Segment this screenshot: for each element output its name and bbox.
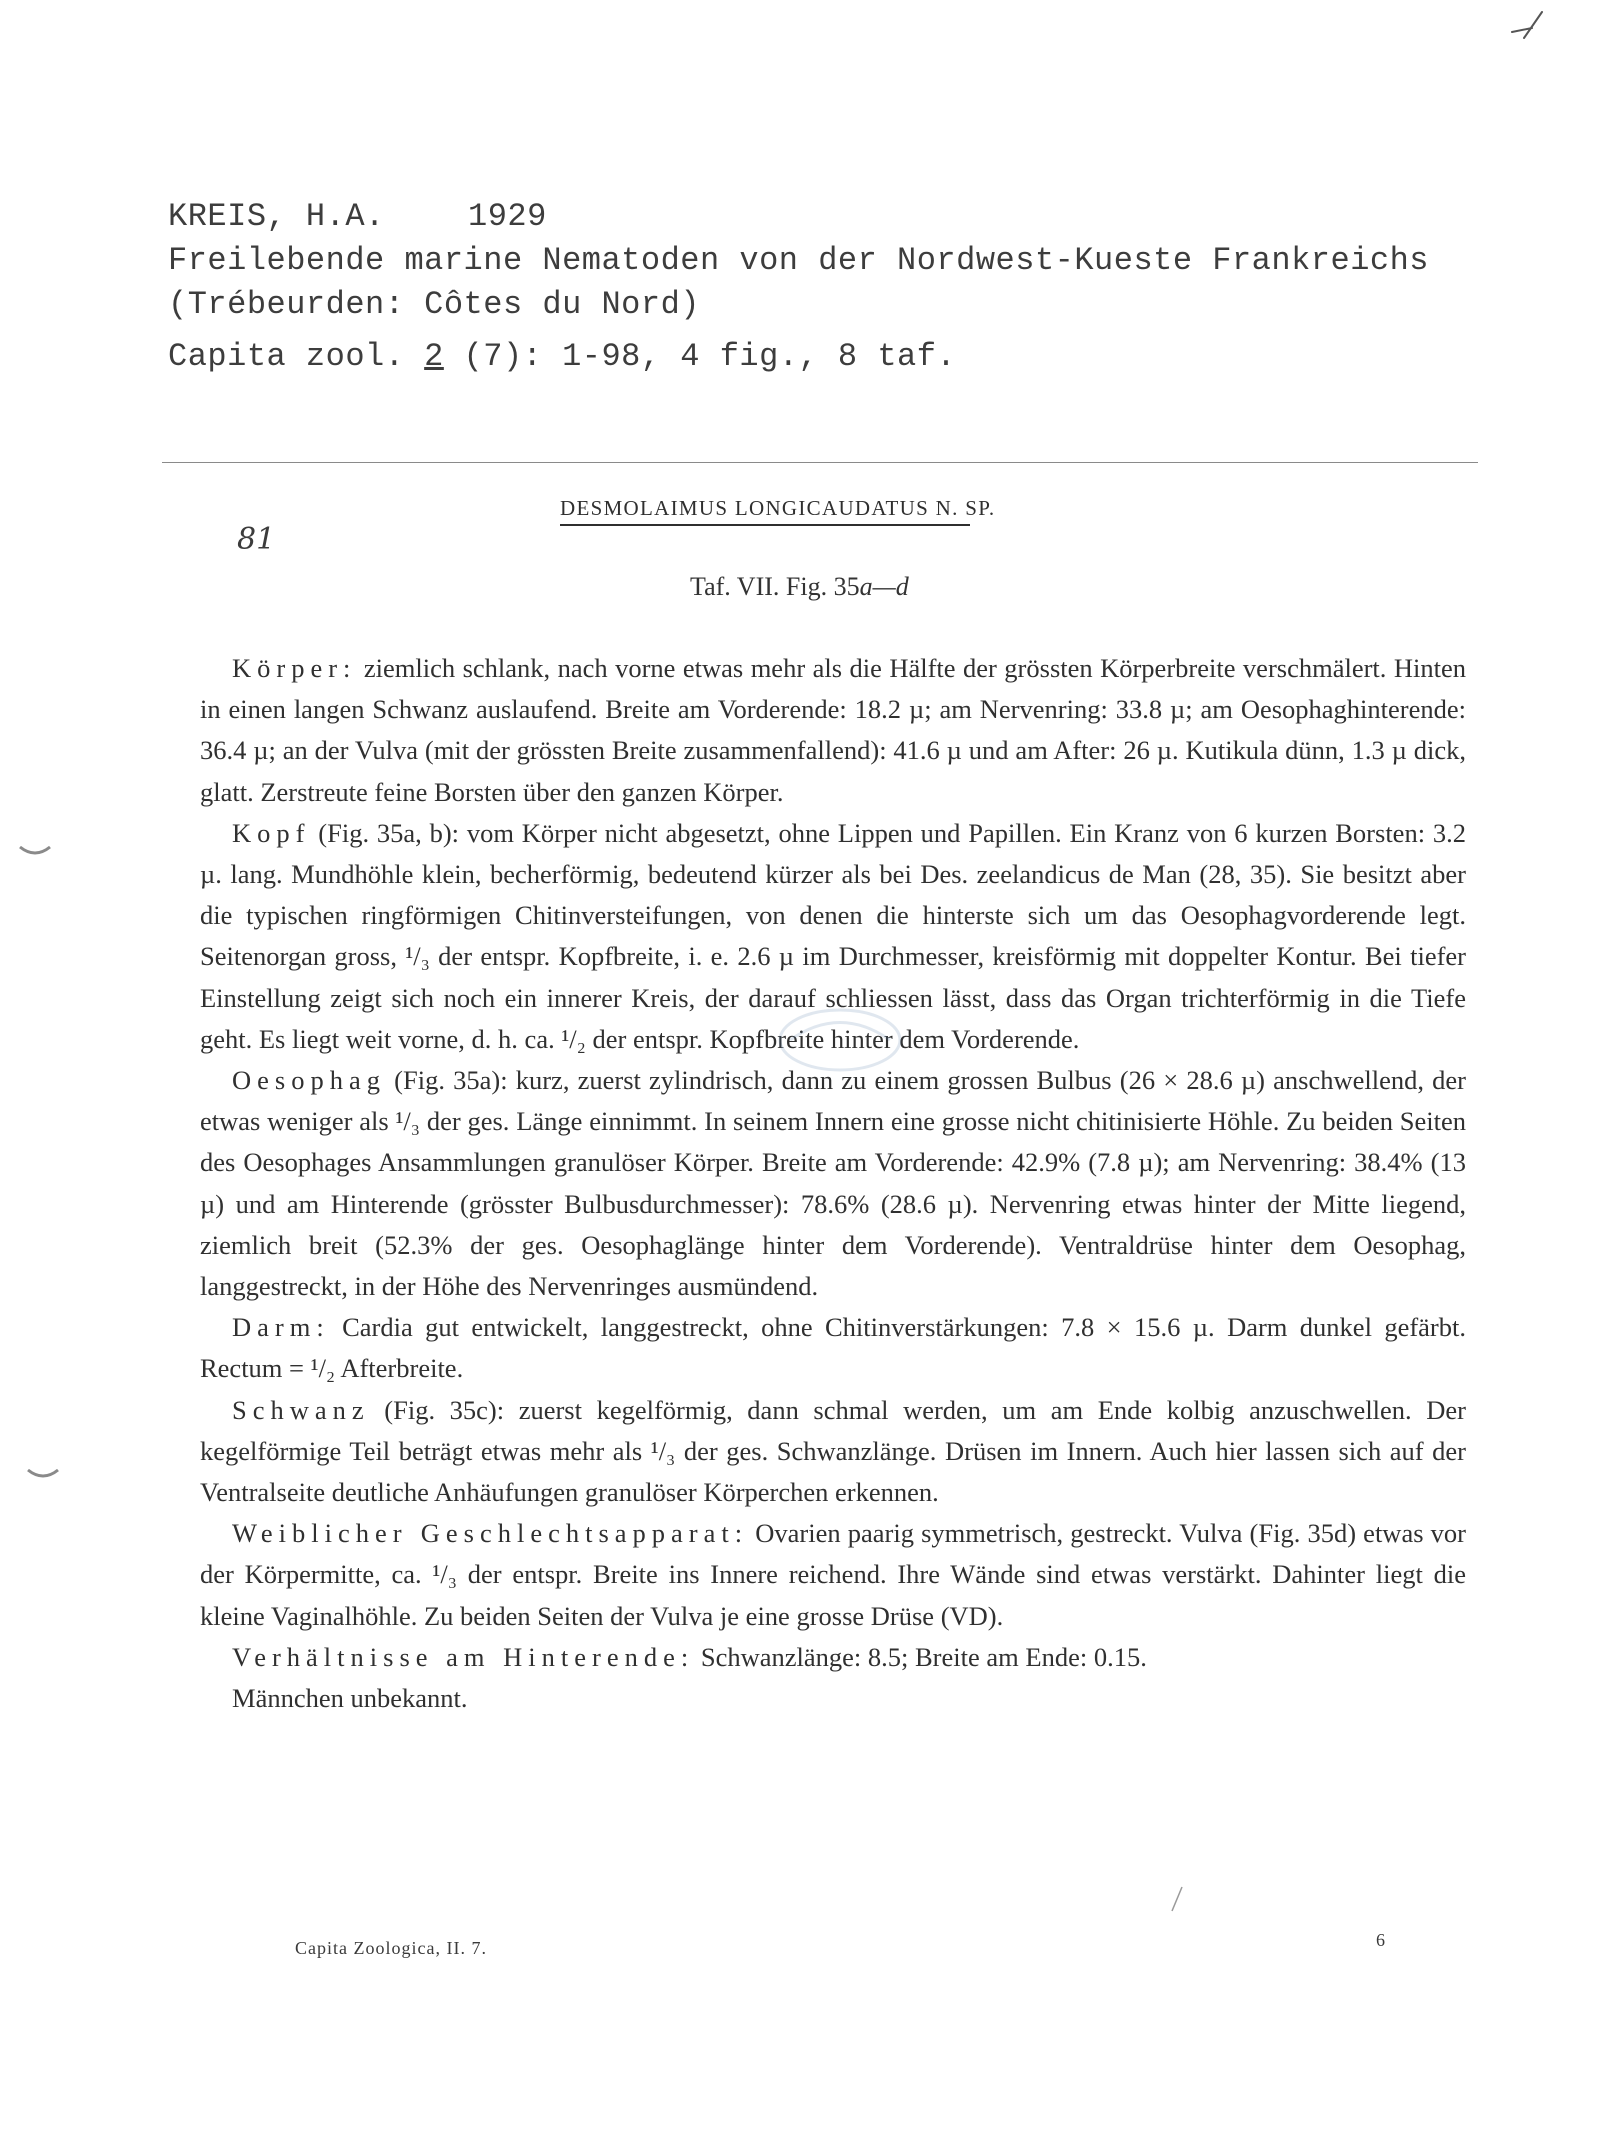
paper-title-line-2: (Trébeurden: Côtes du Nord)	[168, 286, 700, 323]
paragraph-geschlecht	[200, 1513, 1466, 1637]
author: KREIS, H.A.	[168, 198, 385, 235]
citation-line	[168, 335, 1508, 379]
species-description	[200, 648, 1466, 1719]
section-text-geschlecht: Ovarien paarig symmetrisch, gestreckt. Vulva (Fig. 35d) etwas vor der Körpermitte, ca. ¹/₃ der entspr. Breite ins Innere reichend. Ihre Wände sind etwas verstärkt. Dahinter liegt die kleine Vaginalhöhle. Zu beiden Seiten der Vulva je eine grosse Drüse (VD).	[200, 1518, 1466, 1631]
species-title-underline	[560, 524, 970, 526]
header-divider	[162, 462, 1478, 463]
section-label-geschlecht: Weiblicher Geschlechtsapparat:	[232, 1518, 749, 1549]
author-year-row	[168, 195, 1508, 239]
plate-reference	[690, 572, 909, 602]
svg-text:1: 1	[1544, 52, 1545, 53]
year: 1929	[468, 198, 547, 235]
handwritten-page-number	[1510, 8, 1558, 56]
pencil-mark	[1170, 1885, 1184, 1913]
plate-reference-figs: a—d	[859, 572, 909, 601]
section-text-verhaeltnisse: Schwanzlänge: 8.5; Breite am Ende: 0.15.	[694, 1641, 1147, 1672]
citation-header	[168, 195, 1508, 379]
section-text-oesophag: (Fig. 35a): kurz, zuerst zylindrisch, dann zu einem grossen Bulbus (26 × 28.6 µ) anschwellend, der etwas weniger als ¹/₃ der ges. Länge einnimmt. In seinem Innern eine grosse nicht chitinisierte Höhle. Zu beiden Seiten des Oesophages Ansammlungen granulöser Körper. Breite am Vorderende: 42.9% (7.8 µ); am Nervenring: 38.4% (13 µ) und am Hinterende (grösster Bulbusdurchmesser): 78.6% (28.6 µ). Nervenring etwas hinter der Mitte liegend, ziemlich breit (52.3% der ges. Oesophaglänge hinter dem Vorderende). Ventraldrüse hinter dem Oesophag, langgestreckt, in der Höhe des Nervenringes ausmündend.	[200, 1065, 1466, 1302]
paragraph-maennchen	[200, 1678, 1466, 1719]
punch-hole-mark	[18, 845, 52, 857]
section-label-oesophag: Oesophag	[232, 1065, 386, 1096]
species-title: DESMOLAIMUS LONGICAUDATUS N. SP.	[560, 496, 996, 520]
paragraph-darm	[200, 1307, 1466, 1389]
citation-journal: Capita zool.	[168, 338, 425, 375]
section-text-kopf: (Fig. 35a, b): vom Körper nicht abgesetzt, ohne Lippen und Papillen. Ein Kranz von 6 kurzen Borsten: 3.2 µ. lang. Mundhöhle klein, becherförmig, bedeutend kürzer als bei Des. zeelandicus de Man (28, 35). Sie besitzt aber die typischen ringförmigen Chitinversteifungen, von denen die hinterste sich um das Oesophagvorderende legt. Seitenorgan gross, ¹/₃ der entspr. Kopfbreite, i. e. 2.6 µ im Durchmesser, kreisförmig mit doppelter Kontur. Bei tiefer Einstellung zeigt sich noch ein innerer Kreis, der darauf schliessen lässt, dass das Organ trichterförmig in die Tiefe geht. Es liegt weit vorne, d. h. ca. ¹/₂ der entspr. Kopfbreite hinter dem Vorderende.	[200, 817, 1466, 1054]
footer-journal: Capita Zoologica, II. 7.	[295, 1938, 487, 1958]
paragraph-koerper	[200, 648, 1466, 813]
section-label-darm: Darm:	[232, 1312, 330, 1343]
citation-volume: 2	[424, 338, 444, 375]
section-text-koerper: ziemlich schlank, nach vorne etwas mehr als die Hälfte der grössten Körperbreite verschmälert. Hinten in einen langen Schwanz auslaufend. Breite am Vorderende: 18.2 µ; am Nervenring: 33.8 µ; am Oesophaghinterende: 36.4 µ; an der Vulva (mit der grössten Breite zusammenfallend): 41.6 µ und am After: 26 µ. Kutikula dünn, 1.3 µ dick, glatt. Zerstreute feine Borsten über den ganzen Körper.	[200, 653, 1466, 807]
section-label-kopf: Kopf	[232, 817, 311, 848]
section-text-schwanz: (Fig. 35c): zuerst kegelförmig, dann schmal werden, um am Ende kolbig anzuschwellen. Der kegelförmige Teil beträgt etwas mehr als ¹/₃ der ges. Schwanzlänge. Drüsen im Innern. Auch hier lassen sich auf der Ventralseite deutliche Anhäufungen granulöser Körperchen erkennen.	[200, 1394, 1466, 1508]
footer-page-number: 6	[1376, 1930, 1385, 1950]
paragraph-verhaeltnisse	[200, 1637, 1466, 1678]
plate-reference-prefix: Taf. VII. Fig. 35	[690, 572, 860, 601]
section-text-maennchen: Männchen unbekannt.	[232, 1683, 468, 1714]
section-label-schwanz: Schwanz	[232, 1394, 370, 1425]
paper-title-line-1: Freilebende marine Nematoden von der Nordwest-Kueste Frankreichs	[168, 242, 1429, 279]
section-label-koerper: Körper:	[232, 653, 357, 683]
paragraph-schwanz	[200, 1390, 1466, 1514]
section-text-darm: Cardia gut entwickelt, langgestreckt, ohne Chitinverstärkungen: 7.8 × 15.6 µ. Darm dunkel gefärbt. Rectum = ¹/₂ Afterbreite.	[200, 1312, 1466, 1384]
citation-rest: (7): 1-98, 4 fig., 8 taf.	[443, 338, 957, 375]
punch-hole-mark	[26, 1468, 60, 1480]
handwritten-number: 81	[237, 522, 276, 557]
section-label-verhaeltnisse: Verhältnisse am Hinterende:	[232, 1641, 695, 1672]
watermark-logo	[760, 985, 920, 1105]
